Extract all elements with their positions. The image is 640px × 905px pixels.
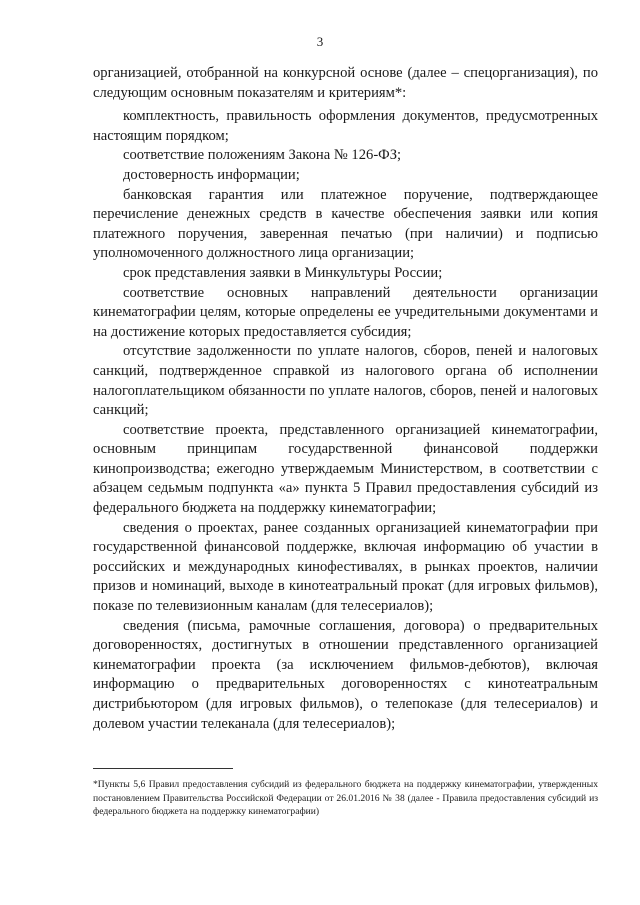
footnote-text: *Пункты 5,6 Правил предоставления субсидий из федерального бюджета на поддержку кинематографии, утвержденных постановлением Правительства Российской Федерации от 26.01.2016 № 38 (далее - Правила предоставления субсидий из федерального бюджета на поддержку кинематографии) (93, 779, 598, 818)
criterion-no-tax-debt: отсутствие задолженности по уплате налогов, сборов, пеней и налоговых санкций, подтвержденное справкой из налогового органа об исполнении налогоплательщиком обязанности по уплате налогов, сборов, пеней и налоговых санкций; (93, 343, 598, 419)
criterion-project-compliance: соответствие проекта, представленного организацией кинематографии, основным принципам государственной финансовой поддержки кинопроизводства; ежегодно утверждаемым Министерством, в соответствии с абзацем седьмым подпункта «а» пункта 5 Правил предоставления субсидий из федерального бюджета на поддержку кинематографии; (93, 421, 598, 517)
criterion-reliability: достоверность информации; (123, 166, 300, 183)
criterion-activity-compliance: соответствие основных направлений деятельности организации кинематографии целям, которые определены ее учредительными документами и на достижение которых предоставляется субсидия; (93, 284, 598, 340)
footnote-divider (93, 768, 233, 769)
criterion-completeness: комплектность, правильность оформления документов, предусмотренных настоящим порядком; (93, 108, 598, 144)
criterion-preliminary-agreements: сведения (письма, рамочные соглашения, договора) о предварительных договоренностях, достигнутых в отношении представленного организацией кинематографии проекта (за исключением фильмов-дебютов), включая информацию о предварительных договоренностях с кинотеатральным дистрибьютором (для игровых фильмов), о телепоказе (для телесериалов) и долевом участии телеканала (для телесериалов); (93, 617, 598, 732)
document-body (93, 64, 598, 734)
footnote (93, 778, 598, 819)
criterion-bank-guarantee: банковская гарантия или платежное поручение, подтверждающее перечисление денежных средств в качестве обеспечения заявки или копия платежного поручения, заверенная печатью (при наличии) и подписью уполномоченного должностного лица организации; (93, 186, 598, 262)
criterion-deadline: срок представления заявки в Минкультуры России; (123, 264, 443, 281)
page-number: 3 (316, 34, 324, 49)
criterion-law-compliance: соответствие положениям Закона № 126-ФЗ; (123, 147, 402, 164)
criterion-previous-projects: сведения о проектах, ранее созданных организацией кинематографии при государственной финансовой поддержке, включая информацию об участии в российских и международных кинофестивалях, в рынках проектов, наличии призов и номинаций, выходе в кинотеатральный прокат (для игровых фильмов), показе по телевизионным каналам (для телесериалов); (93, 519, 598, 615)
intro-paragraph: организацией, отобранной на конкурсной основе (далее – спецорганизация), по следующим основным показателям и критериям*: (93, 65, 598, 101)
